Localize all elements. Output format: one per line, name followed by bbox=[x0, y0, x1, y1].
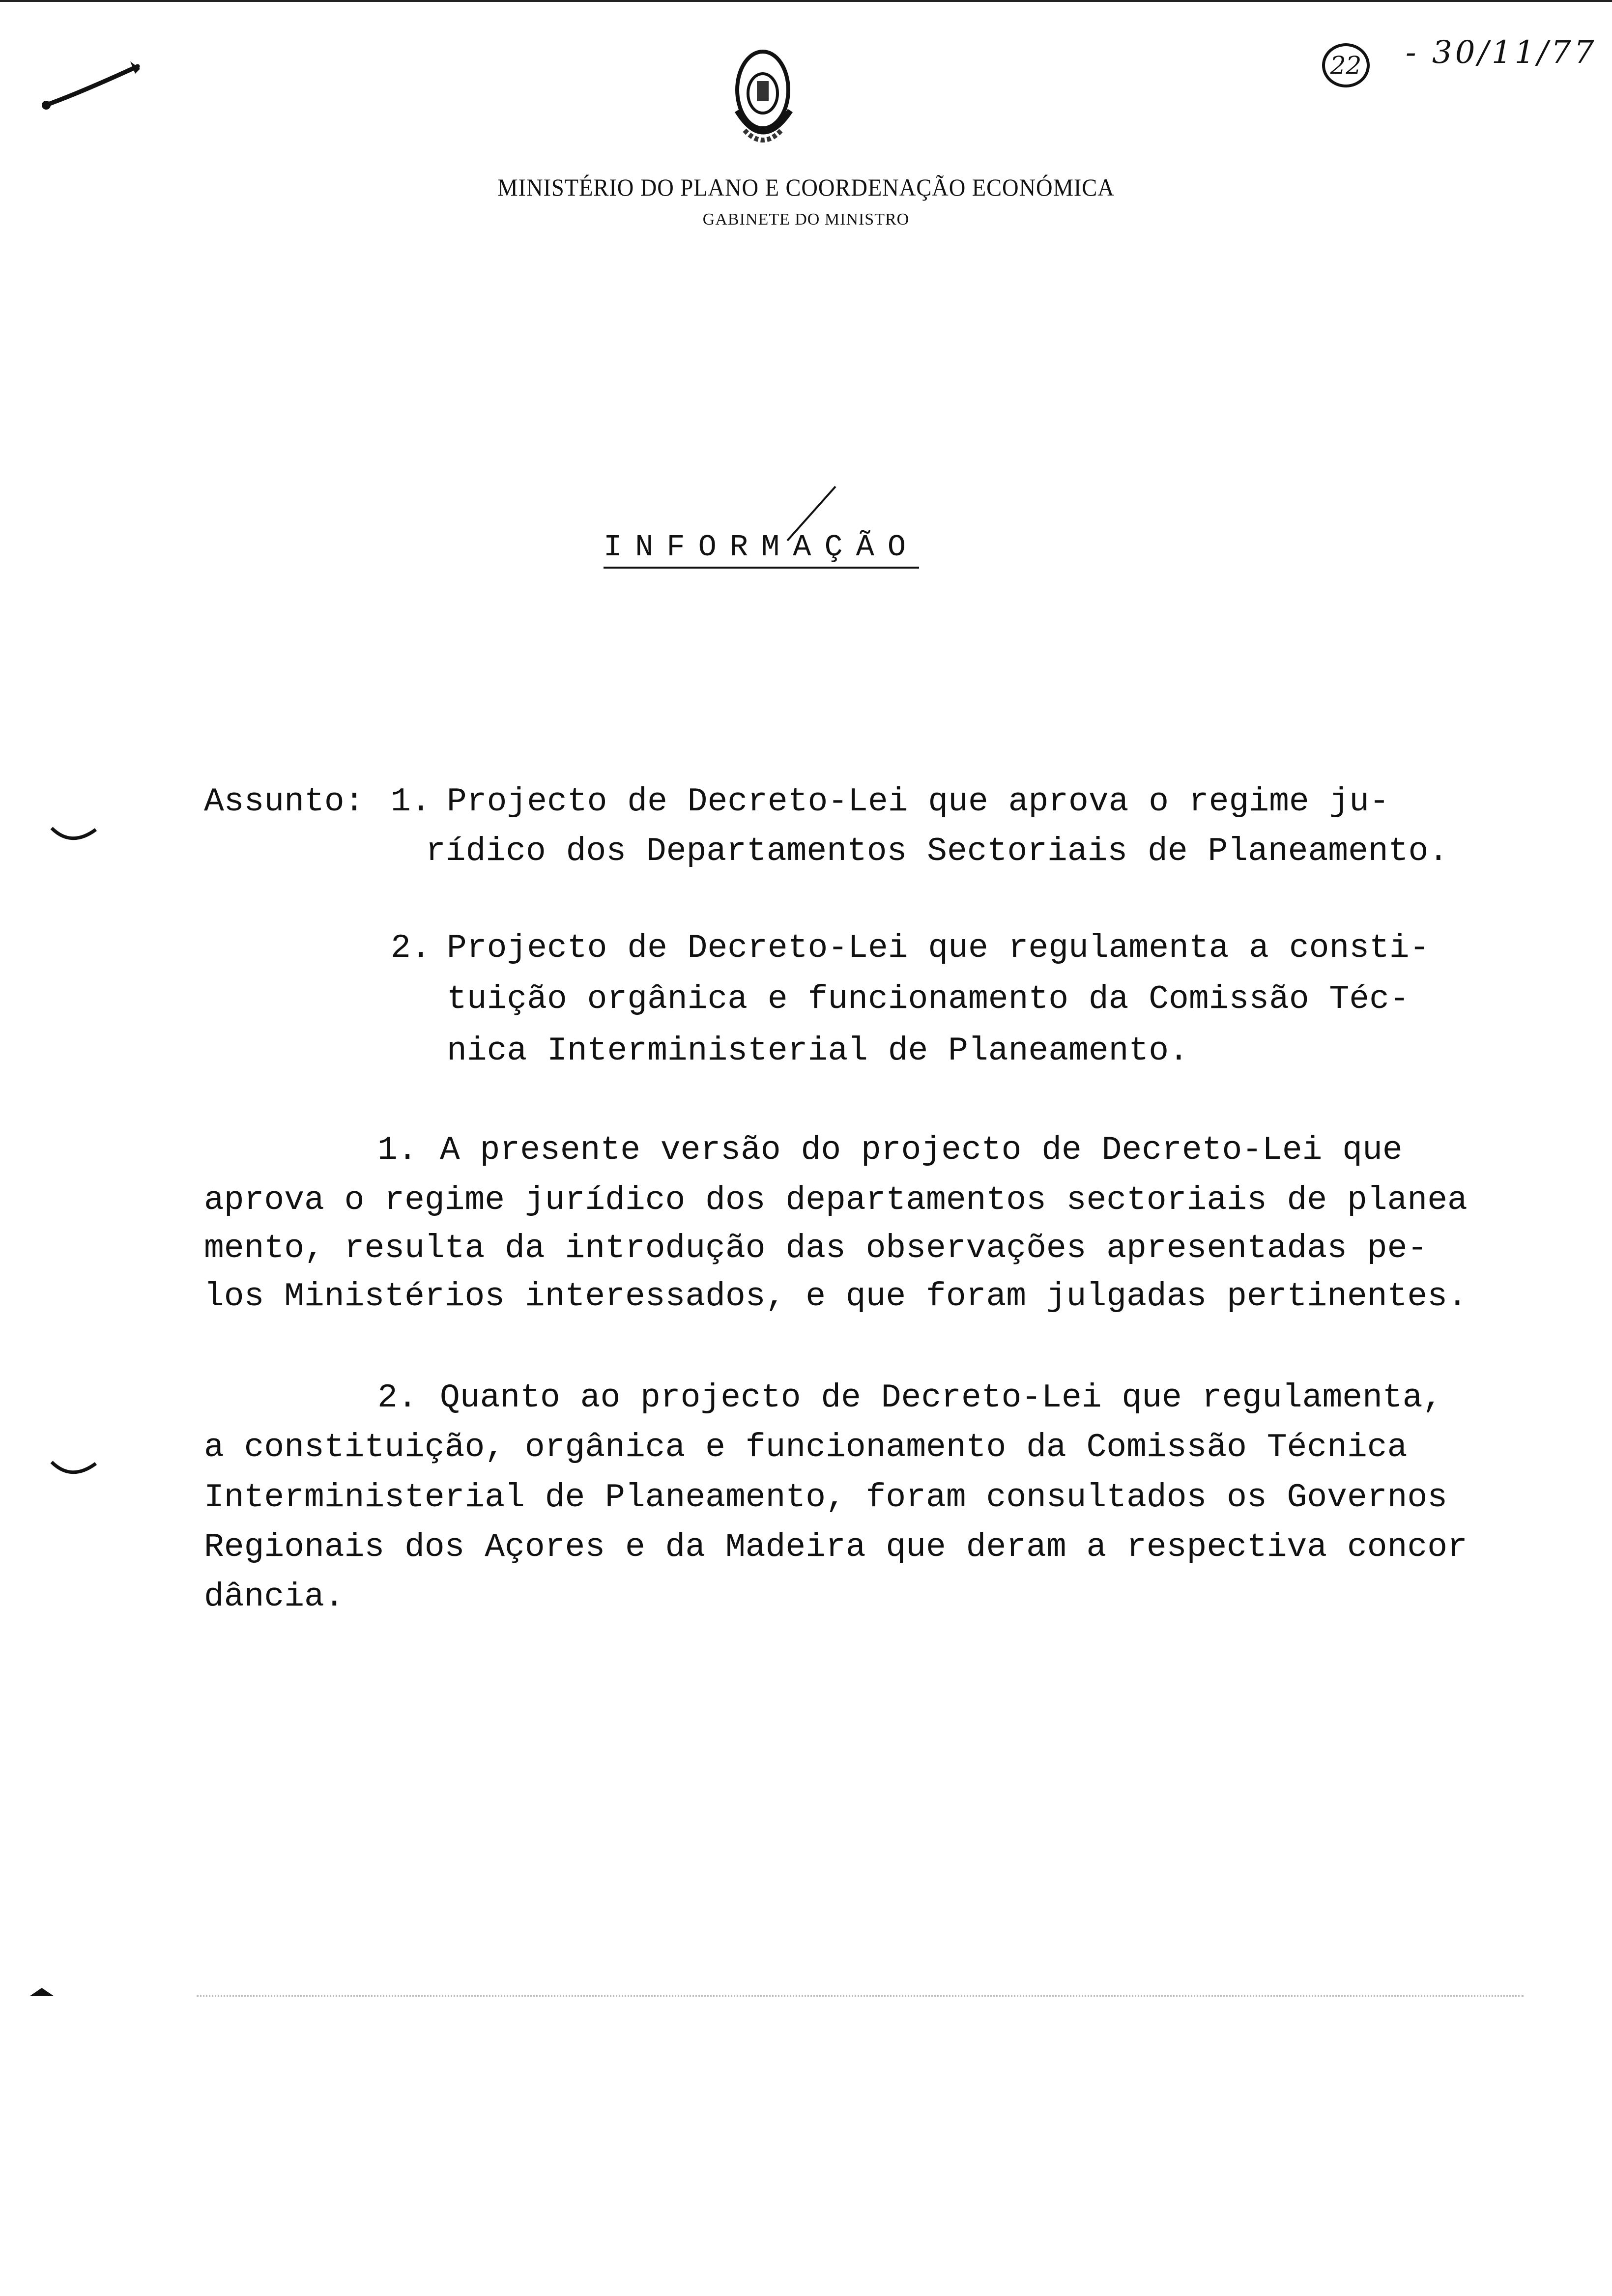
paragraph-line: mento, resulta da introdução das observações apresentadas pe- bbox=[204, 1230, 1428, 1267]
paragraph-line: aprova o regime jurídico dos departamentos sectoriais de planea bbox=[204, 1181, 1468, 1219]
office-subheading: GABINETE DO MINISTRO bbox=[702, 210, 910, 229]
paragraph-line: dância. bbox=[204, 1578, 345, 1616]
arrow-mark-icon bbox=[27, 1985, 57, 2005]
subject-item-number: 2. bbox=[391, 929, 431, 967]
coat-of-arms-emblem bbox=[732, 47, 796, 152]
paragraph-line: Quanto ao projecto de Decreto-Lei que regulamenta, bbox=[440, 1379, 1443, 1417]
paragraph-line: Regionais dos Açores e da Madeira que deram a respectiva concor bbox=[204, 1528, 1468, 1566]
scan-noise-line bbox=[197, 1995, 1524, 1997]
paragraph-number: 2. bbox=[377, 1379, 418, 1417]
subject-item-number: 1. bbox=[391, 783, 431, 821]
paragraph-number: 1. bbox=[377, 1131, 418, 1169]
paragraph-line: los Ministérios interessados, e que foram julgadas pertinentes. bbox=[204, 1278, 1468, 1316]
subject-item-line: Projecto de Decreto-Lei que aprova o regime ju- bbox=[447, 783, 1389, 821]
handwritten-number: 22 bbox=[1322, 43, 1370, 87]
subject-item-line: Projecto de Decreto-Lei que regulamenta a consti- bbox=[447, 929, 1430, 967]
subject-item-line: rídico dos Departamentos Sectoriais de Planeamento. bbox=[426, 832, 1449, 870]
paragraph-line: Interministerial de Planeamento, foram consultados os Governos bbox=[204, 1479, 1448, 1517]
subject-item-line: nica Interministerial de Planeamento. bbox=[447, 1032, 1189, 1070]
punch-hole-mark-icon bbox=[49, 1460, 98, 1484]
paragraph-line: a constituição, orgânica e funcionamento da Comissão Técnica bbox=[204, 1429, 1408, 1466]
ministry-heading: MINISTÉRIO DO PLANO E COORDENAÇÃO ECONÓMICA bbox=[497, 173, 1115, 201]
top-edge-line bbox=[0, 0, 1612, 2]
subject-item-line: tuição orgânica e funcionamento da Comissão Téc- bbox=[447, 980, 1410, 1018]
subject-label: Assunto: bbox=[204, 783, 365, 821]
handwritten-date: - 30/11/77 bbox=[1406, 34, 1597, 71]
document-title: INFORMAÇÃO bbox=[604, 530, 919, 569]
pen-mark-icon bbox=[39, 54, 147, 113]
paragraph-line: A presente versão do projecto de Decreto-Lei que bbox=[440, 1131, 1403, 1169]
punch-hole-mark-icon bbox=[49, 826, 98, 850]
